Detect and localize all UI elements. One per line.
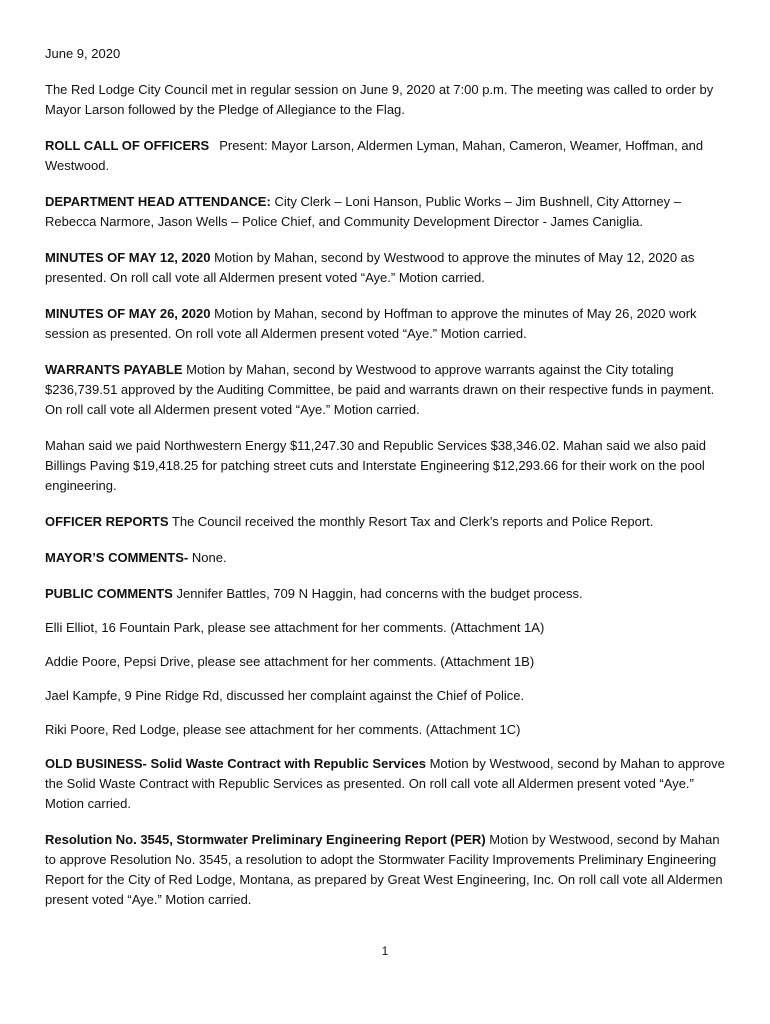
paragraph-comment-elliot-text: Elli Elliot, 16 Fountain Park, please see attachment for her comments. (Attachment 1A) [45,620,545,635]
paragraph-department-heads-text: City Clerk – Loni Hanson, Public Works – Jim Bushnell, City Attorney – Rebecca Narmore, Jason Wells – Police Chief, and Community Development Director - James Caniglia. [45,194,681,229]
paragraph-public-comments [45,584,725,604]
paragraph-comment-kampfe [45,686,725,706]
paragraph-roll-call [45,136,725,176]
paragraph-minutes-may-26 [45,304,725,344]
paragraph-officer-reports-text: The Council received the monthly Resort Tax and Clerk’s reports and Police Report. [171,514,654,529]
paragraph-officer-reports [45,512,725,532]
paragraph-department-heads [45,192,725,232]
paragraph-minutes-may-12-text: Motion by Mahan, second by Westwood to approve the minutes of May 12, 2020 as presented. On roll call vote all Aldermen present voted “Aye.” Motion carried. [45,250,695,285]
paragraph-roll-call-text: Present: Mayor Larson, Aldermen Lyman, Mahan, Cameron, Weamer, Hoffman, and Westwood. [45,138,704,173]
heading-mayors-comments: MAYOR’S COMMENTS- [45,550,189,565]
paragraph-old-business [45,754,725,814]
paragraph-payments-detail-text: Mahan said we paid Northwestern Energy $11,247.30 and Republic Services $38,346.02. Mahan said we also paid Billings Paving $19,418.25 for patching street cuts and Interstate Engineering $12,293.66 for their work on the pool engineering. [45,438,707,493]
meeting-date: June 9, 2020 [45,46,121,61]
paragraph-public-comments-text: Jennifer Battles, 709 N Haggin, had concerns with the budget process. [176,586,583,601]
paragraph-opening [45,80,725,120]
heading-officer-reports: OFFICER REPORTS [45,514,169,529]
paragraph-mayors-comments [45,548,725,568]
paragraph-comment-riki-poore-text: Riki Poore, Red Lodge, please see attachment for her comments. (Attachment 1C) [45,722,521,737]
paragraph-comment-kampfe-text: Jael Kampfe, 9 Pine Ridge Rd, discussed her complaint against the Chief of Police. [45,688,525,703]
paragraph-comment-riki-poore [45,720,725,740]
heading-roll-call: ROLL CALL OF OFFICERS [45,138,210,153]
paragraph-warrants-payable-text: Motion by Mahan, second by Westwood to approve warrants against the City totaling $236,739.51 approved by the Auditing Committee, be paid and warrants drawn on their respective funds in payment. On roll call vote all Aldermen present voted “Aye.” Motion carried. [45,362,715,417]
paragraph-comment-addie-poore [45,652,725,672]
heading-public-comments: PUBLIC COMMENTS [45,586,173,601]
heading-old-business: OLD BUSINESS- Solid Waste Contract with Republic Services [45,756,426,771]
paragraph-comment-elliot [45,618,725,638]
paragraph-comment-addie-poore-text: Addie Poore, Pepsi Drive, please see attachment for her comments. (Attachment 1B) [45,654,535,669]
minutes-content [45,44,725,926]
paragraph-resolution-3545 [45,830,725,910]
heading-warrants-payable: WARRANTS PAYABLE [45,362,183,377]
heading-minutes-may-26: MINUTES OF MAY 26, 2020 [45,306,211,321]
paragraph-minutes-may-26-text: Motion by Mahan, second by Hoffman to approve the minutes of May 26, 2020 work session as presented. On roll vote all Aldermen present voted “Aye.” Motion carried. [45,306,697,341]
paragraph-old-business-text: Motion by Westwood, second by Mahan to approve the Solid Waste Contract with Republic Services as presented. On roll call vote all Aldermen present voted “Aye.” Motion carried. [45,756,725,811]
paragraph-warrants-payable [45,360,725,420]
page-number: 1 [381,944,389,958]
heading-resolution-3545: Resolution No. 3545, Stormwater Preliminary Engineering Report (PER) [45,832,486,847]
paragraph-mayors-comments-text: None. [191,550,227,565]
paragraph-payments-detail [45,436,725,496]
paragraph-opening-text: The Red Lodge City Council met in regular session on June 9, 2020 at 7:00 p.m. The meeting was called to order by Mayor Larson followed by the Pledge of Allegiance to the Flag. [45,82,714,117]
paragraph-resolution-3545-text: Motion by Westwood, second by Mahan to approve Resolution No. 3545, a resolution to adopt the Stormwater Facility Improvements Preliminary Engineering Report for the City of Red Lodge, Montana, as prepared by Great West Engineering, Inc. On roll call vote all Aldermen present voted “Aye.” Motion carried. [45,832,723,907]
paragraph-minutes-may-12 [45,248,725,288]
heading-minutes-may-12: MINUTES OF MAY 12, 2020 [45,250,211,265]
heading-department-heads: DEPARTMENT HEAD ATTENDANCE: [45,194,271,209]
